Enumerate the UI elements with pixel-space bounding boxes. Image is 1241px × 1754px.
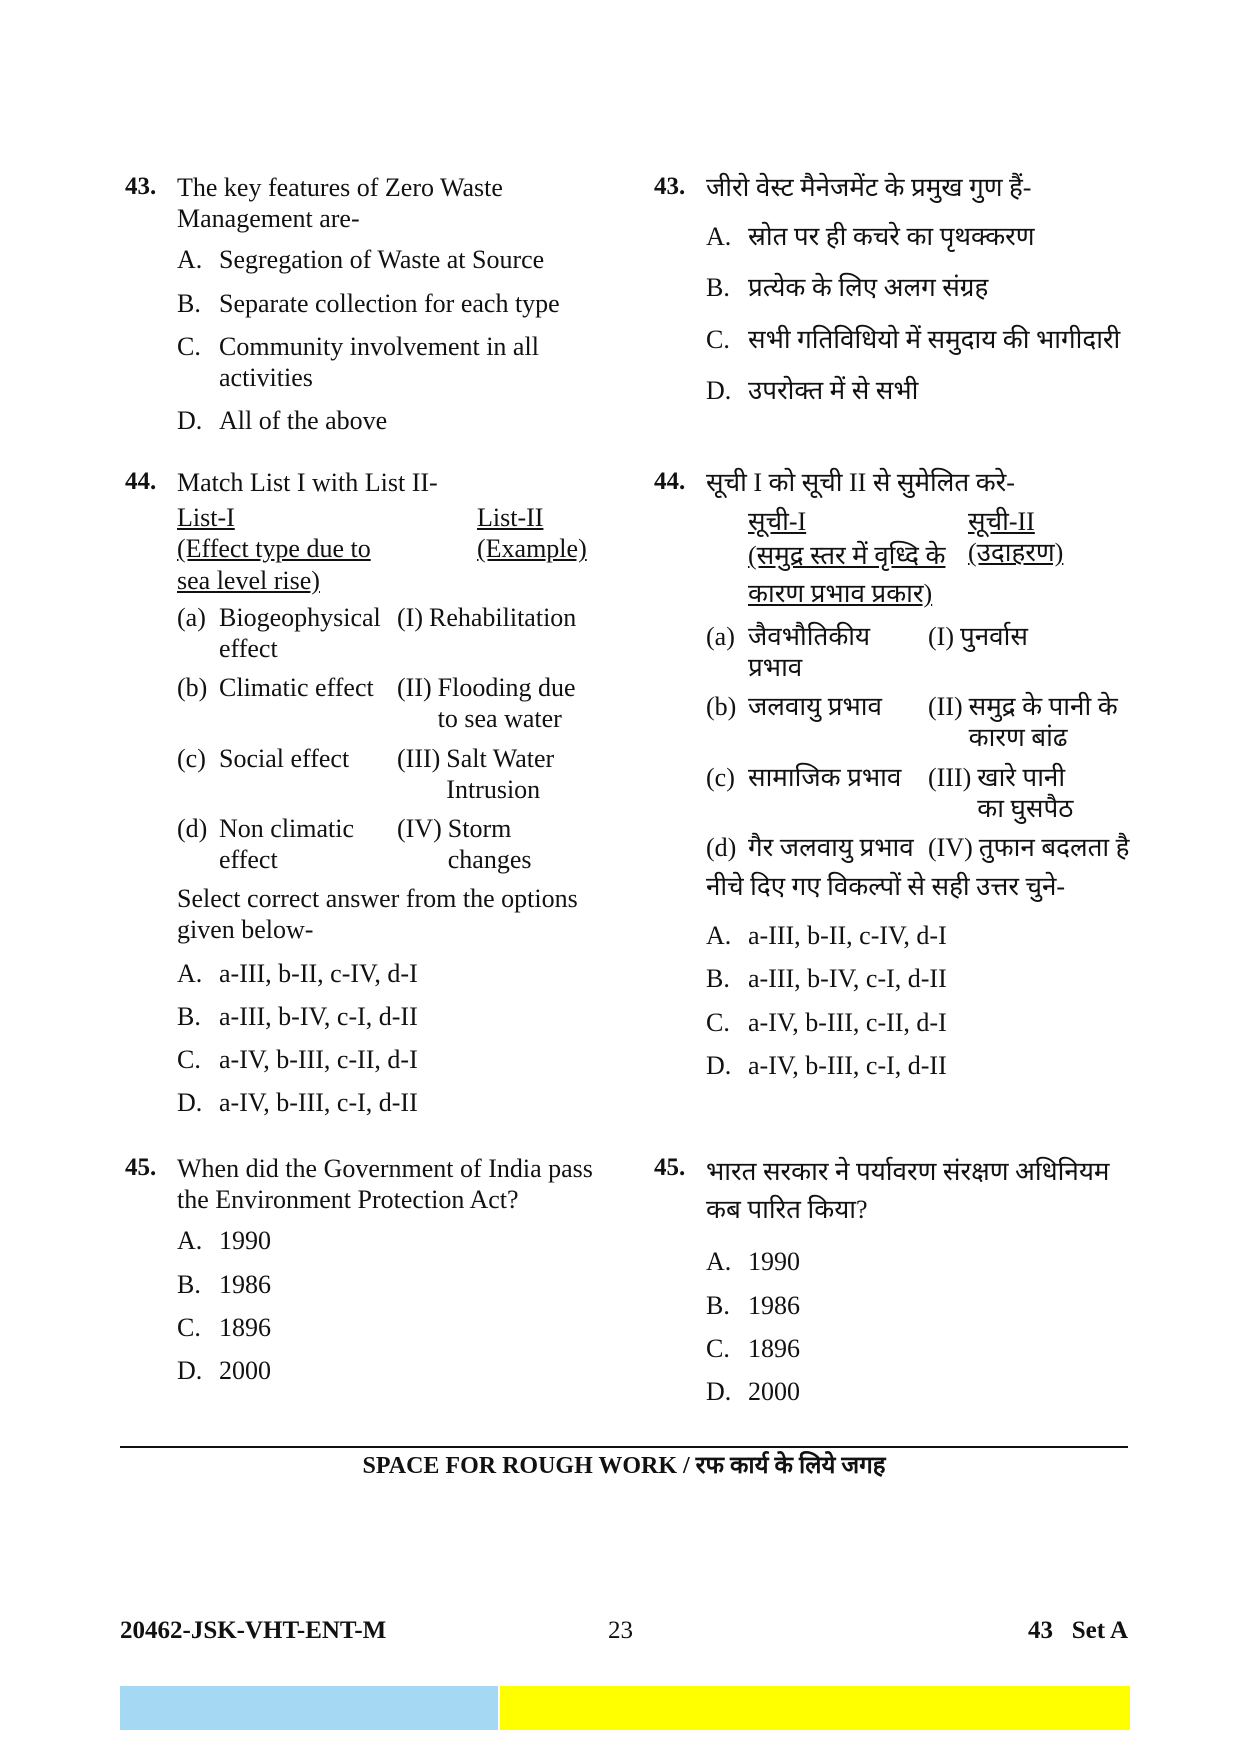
option-c: C. Community involvement in all activities [177, 331, 539, 392]
question-text: The key features of Zero Waste Management are- [177, 173, 503, 234]
question-number: 45. [654, 1154, 686, 1181]
question-45-hi [654, 1153, 1134, 1419]
option-d: D. a-IV, b-III, c-I, d-II [177, 1088, 418, 1118]
question-number: 43. [654, 173, 686, 200]
question-number: 44. [654, 468, 686, 495]
list1-title: List-I [177, 503, 235, 533]
match-row: (c) Social effect (III) Salt Water Intrusion [177, 743, 555, 804]
list2-subtitle: (Example) [477, 534, 587, 564]
option-c: C. a-IV, b-III, c-II, d-I [706, 1007, 947, 1037]
match-row: (d) गैर जलवायु प्रभाव (IV) तुफान बदलता है [706, 832, 1130, 862]
option-d: D. 2000 [706, 1376, 800, 1406]
match-row: (b) Climatic effect (II) Flooding due to sea water [177, 673, 576, 734]
question-number: 45. [125, 1154, 157, 1181]
list2-title: सूची-II [968, 507, 1035, 537]
option-b: B. a-III, b-IV, c-I, d-II [706, 964, 947, 994]
option-d: D. a-IV, b-III, c-I, d-II [706, 1050, 947, 1080]
question-text: भारत सरकार ने पर्यावरण संरक्षण अधिनियम कब पारित किया? [706, 1157, 1110, 1224]
match-row: (a) Biogeophysical effect (I) Rehabilitation [177, 602, 577, 663]
question-number: 43. [125, 173, 157, 200]
option-b: B. 1986 [706, 1290, 800, 1320]
option-a: A. Segregation of Waste at Source [177, 245, 545, 275]
option-b: B. a-III, b-IV, c-I, d-II [177, 1001, 418, 1031]
list2-title: List-II [477, 503, 544, 533]
match-row: (b) जलवायु प्रभाव (II) समुद्र के पानी के कारण बांढ [706, 692, 1118, 753]
list1-subtitle: (समुद्र स्तर में वृध्दि के कारण प्रभाव प्रकार) [748, 541, 946, 609]
page-number: 23 [608, 1617, 633, 1644]
match-row: (c) सामाजिक प्रभाव (III) खारे पानी का घुसपैठ [706, 762, 1074, 823]
set-label: 43 Set A [1028, 1617, 1128, 1644]
rough-work-heading: SPACE FOR ROUGH WORK / रफ कार्य के लिये जगह [362, 1453, 886, 1479]
option-d: D. 2000 [177, 1355, 271, 1385]
paper-code: 20462-JSK-VHT-ENT-M [120, 1617, 387, 1644]
list-headers [706, 506, 1134, 613]
question-text: सूची I को सूची II से सुमेलित करे- [706, 468, 1015, 497]
match-row: (a) जैवभौतिकीय प्रभाव (I) पुनर्वास [706, 621, 1028, 682]
option-c: C. 1896 [706, 1333, 800, 1363]
question-43-hi [654, 172, 1134, 418]
option-c: C. 1896 [177, 1312, 271, 1342]
question-text: Match List I with List II- [177, 468, 438, 497]
instruction-text: नीचे दिए गए विकल्पों से सही उत्तर चुने- [706, 872, 1066, 902]
question-43-en [125, 172, 605, 448]
option-b: B. 1986 [177, 1269, 271, 1299]
list1-subtitle: (Effect type due to sea level rise) [177, 534, 371, 595]
option-a: A. 1990 [706, 1247, 800, 1277]
list-headers [177, 502, 605, 596]
question-44-en [125, 467, 605, 1130]
option-b: B. Separate collection for each type [177, 288, 560, 318]
option-d: D. उपरोक्त में से सभी [706, 375, 919, 405]
option-a: A. a-III, b-II, c-IV, d-I [177, 958, 418, 988]
question-text: When did the Government of India pass the Environment Protection Act? [177, 1154, 593, 1215]
option-c: C. a-IV, b-III, c-II, d-I [177, 1045, 418, 1074]
match-row: (d) Non climatic effect (IV) Storm changes [177, 813, 532, 875]
question-text: जीरो वेस्ट मैनेजमेंट के प्रमुख गुण हैं- [706, 173, 1032, 202]
option-a: A. 1990 [177, 1226, 271, 1256]
instruction-text: Select correct answer from the options given below- [177, 884, 578, 945]
color-bar-blue [120, 1686, 498, 1730]
divider-rule [120, 1446, 1128, 1448]
question-number: 44. [125, 468, 157, 495]
list2-subtitle: (उदाहरण) [968, 538, 1064, 568]
color-bar-yellow [500, 1686, 1130, 1730]
option-d: D. All of the above [177, 406, 388, 436]
question-44-hi [654, 467, 1134, 1093]
option-c: C. सभी गतिविधियो में समुदाय की भागीदारी [706, 324, 1121, 354]
option-a: A. a-III, b-II, c-IV, d-I [706, 921, 947, 951]
question-45-en [125, 1153, 605, 1398]
option-b: B. प्रत्येक के लिए अलग संग्रह [706, 273, 989, 303]
option-a: A. स्रोत पर ही कचरे का पृथक्करण [706, 222, 1035, 252]
list1-title: सूची-I [748, 507, 807, 537]
